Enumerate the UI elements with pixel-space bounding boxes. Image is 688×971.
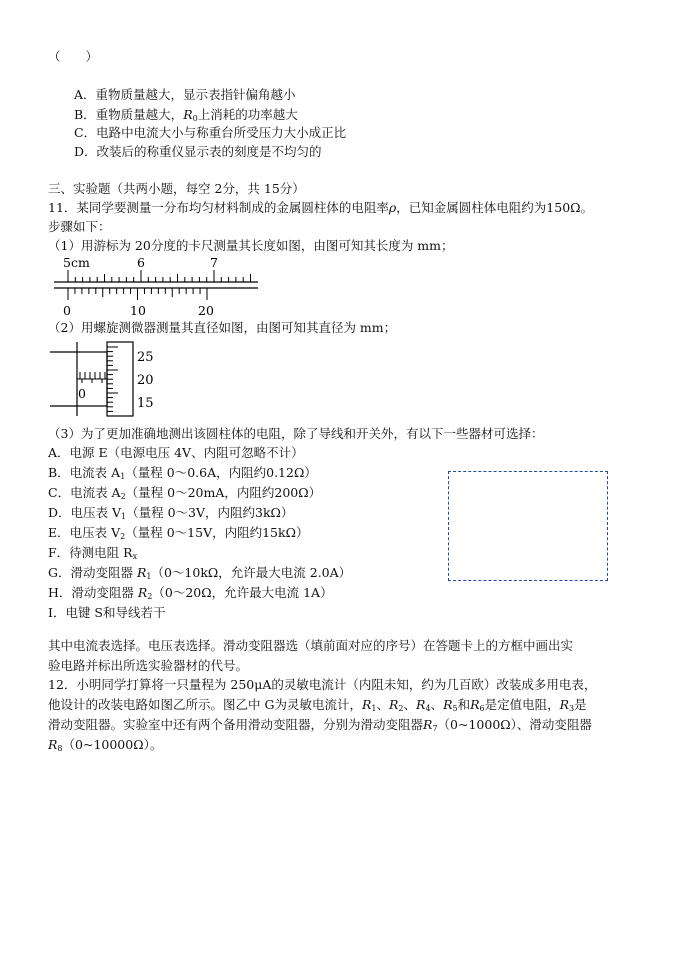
item-e [48,524,308,546]
item-h-a: H．滑动变阻器 [48,585,138,600]
main-label-5cm: 5cm [63,255,90,270]
option-c: C．电路中电流大小与称重台所受压力大小成正比 [74,125,347,140]
q12-line3 [48,716,592,738]
item-d-a: D．电压表 V [48,505,122,520]
vernier-label-10: 10 [130,303,146,318]
r5-sub: 5 [452,704,458,713]
vernier-caliper-diagram [50,254,262,318]
item-b-a: B．电流表 A [48,465,121,480]
r8-sub: 8 [57,744,63,753]
q12-line3-b: （0~1000Ω）、滑动变阻器 [437,717,592,732]
item-a: A．电源 E（电源电压 4V、内阻可忽略不计） [48,445,304,460]
option-a: A．重物质量越大，显示表指针偏角越小 [74,87,296,102]
q12-line2 [48,696,587,718]
q12-line3-a: 滑动变阻器。实验室中还有两个备用滑动变阻器，分别为滑动变阻器 [48,717,424,732]
section-title: 三、实验题（共两小题，每空 2分，共 15分） [48,181,305,196]
sep-1: 、 [376,697,389,712]
q11-line1-a: 11．某同学要测量一分布均匀材料制成的金属圆柱体的电阻率 [48,200,389,215]
item-c-b: （量程 0～20mA，内阻约200Ω） [125,485,322,500]
item-d [48,504,293,526]
q11-line2: 步骤如下： [48,219,111,234]
item-e-b: （量程 0～15V，内阻约15kΩ） [125,525,309,540]
q12-line4 [48,736,162,758]
r2-sym: R [389,697,399,712]
thimble-label-25: 25 [137,350,154,365]
micrometer-thimble-scale [107,347,118,416]
item-f [48,544,137,566]
q11-line1 [48,199,593,217]
q12-line2-a: 他设计的改装电路如图乙所示。图乙中 G为灵敏电流计， [48,697,362,712]
sep-2: 、 [403,697,417,712]
q11-tail-2: 验电路并标出所选实验器材的代号。 [48,658,249,673]
q11-tail-1: 其中电流表选择。电压表选择。滑动变阻器选（填前面对应的序号）在答题卡上的方框中画出实 [48,638,574,653]
item-h-sym: R [137,585,148,600]
caliper-main-scale [54,270,258,288]
q11-step2: （2）用螺旋测微器测量其直径如图，由图可知其直径为 mm； [48,320,397,335]
r7-sub: 7 [432,724,438,733]
item-h [48,584,333,606]
main-label-6: 6 [137,255,145,270]
item-b [48,464,317,486]
r5-sym: R [443,697,453,712]
item-b-b: （量程 0～0.6A，内阻约0.12Ω） [125,465,317,480]
q11-step3: （3）为了更加准确地测出该圆柱体的电阻，除了导线和开关外，有以下一些器材可选择： [48,426,544,441]
r1-sub: 1 [371,704,377,713]
item-e-a: E．电压表 V [48,525,121,540]
item-g-sub: 1 [146,572,152,581]
question-bracket: （ ） [48,49,99,64]
micrometer-diagram [50,338,165,420]
answer-drawing-box[interactable] [448,471,608,581]
item-c [48,484,321,506]
q11-line1-b: ，已知金属圆柱体电阻约为150Ω。 [396,200,594,215]
sep-3: 、 [430,697,444,712]
r4-sym: R [416,697,426,712]
option-b-text: B．重物质量越大， [74,107,184,122]
item-f-sub: x [132,552,138,561]
option-d: D．改装后的称重仪显示表的刻度是不均匀的 [74,144,322,159]
item-b-sub: 1 [120,472,126,481]
rho-symbol: ρ [388,200,397,215]
item-d-b: （量程 0～3V，内阻约3kΩ） [126,505,294,520]
main-label-7: 7 [210,255,218,270]
q12-line2-b: 是定值电阻， [484,697,560,712]
r3-sub: 3 [569,704,575,713]
q12-line1: 12．小明同学打算将一只量程为 250μA的灵敏电流计（内阻未知，约为几百欧）改装成多用电表， [48,677,597,692]
r1-sym: R [361,697,372,712]
item-e-sub: 2 [120,532,126,541]
item-g-b: （0～10kΩ，允许最大电流 2.0A） [151,565,352,580]
micrometer-sleeve-scale [77,372,107,383]
option-b-tail: 上消耗的功率越大 [197,107,298,122]
item-f-a: F．待测电阻 R [48,545,133,560]
item-h-sub: 2 [147,592,153,601]
thimble-label-15: 15 [137,396,154,411]
r6-sym: R [470,697,480,712]
item-c-a: C．电流表 A [48,485,121,500]
vernier-label-20: 20 [198,303,214,318]
r0-subscript: 0 [192,114,198,123]
item-h-b: （0～20Ω，允许最大电流 1A） [152,585,333,600]
item-c-sub: 2 [120,492,126,501]
r6-sub: 6 [479,704,485,713]
item-g-sym: R [136,565,147,580]
caliper-vernier-scale [68,288,207,300]
r7-sym: R [423,717,433,732]
r2-sub: 2 [398,704,404,713]
r8-sym: R [48,737,58,752]
r0-symbol: R [183,107,193,122]
item-g [48,564,351,586]
item-g-a: G．滑动变阻器 [48,565,137,580]
item-d-sub: 1 [121,512,127,521]
q12-line4-text: （0~10000Ω）。 [62,737,163,752]
vernier-label-0: 0 [63,303,71,318]
micrometer-zero-label: 0 [78,386,86,401]
r3-sym: R [559,697,570,712]
and-word: 和 [457,697,471,712]
item-i: I．电键 S和导线若干 [48,605,166,620]
r4-sub: 4 [425,704,431,713]
thimble-label-20: 20 [137,373,154,388]
q11-step1: （1）用游标为 20分度的卡尺测量其长度如图，由图可知其长度为 mm； [48,238,454,253]
q12-line2-c: 是 [574,697,587,712]
